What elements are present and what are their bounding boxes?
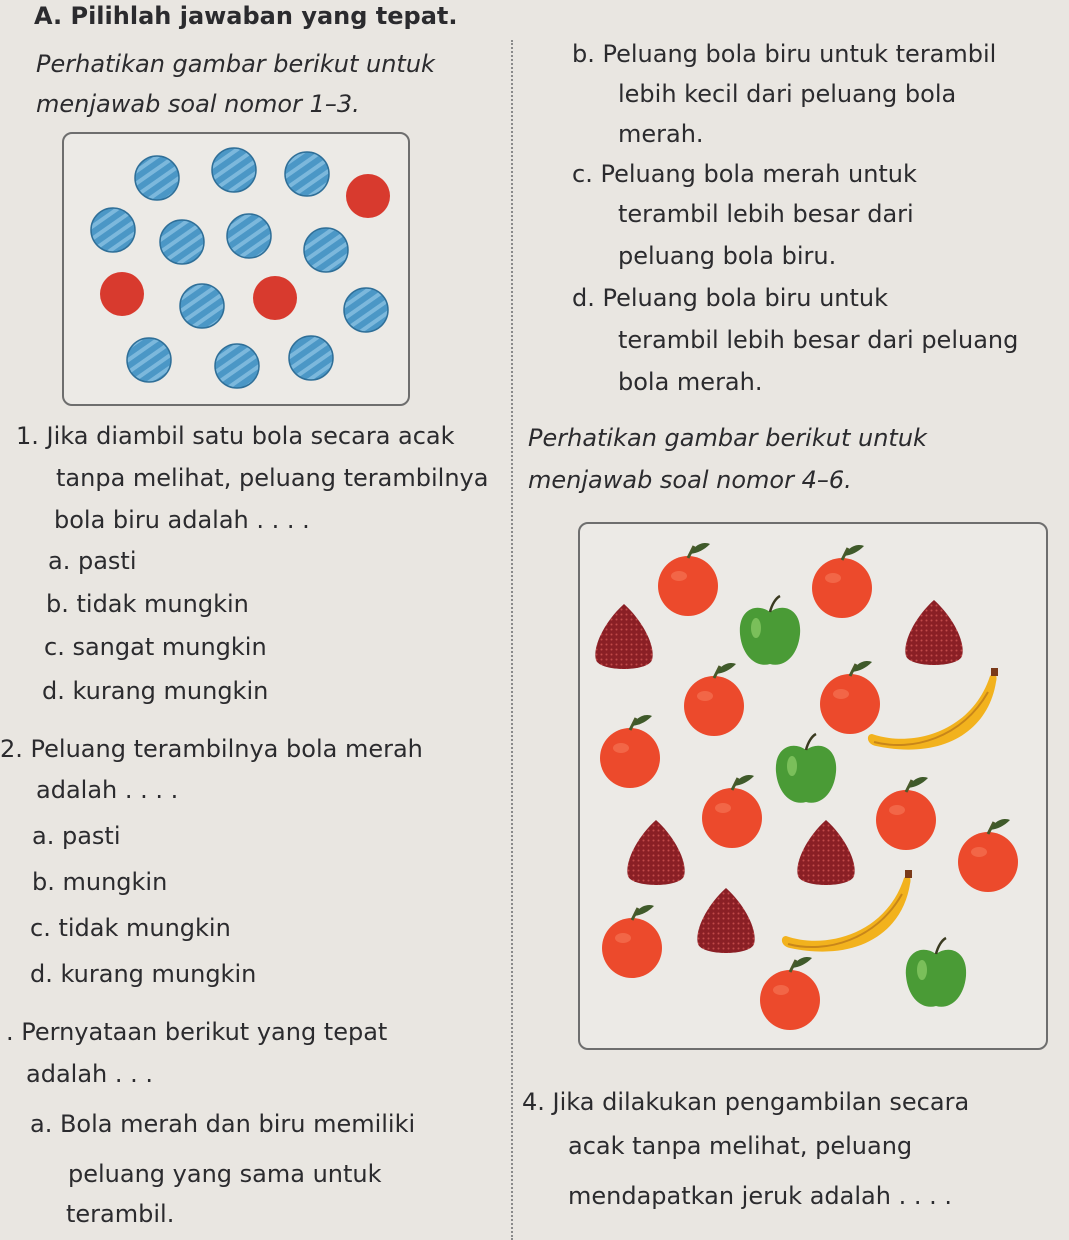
fruits-illustration	[578, 522, 1048, 1050]
q2-option-d[interactable]: d. kurang mungkin	[30, 960, 257, 988]
q1-line3: bola biru adalah . . . .	[54, 506, 310, 534]
blue-ball-6	[227, 214, 271, 258]
orange-8	[958, 819, 1018, 892]
blue-ball-8	[180, 284, 224, 328]
blue-ball-12	[289, 336, 333, 380]
strawberry-2	[905, 600, 962, 665]
orange-4	[820, 661, 880, 734]
intro1-line1: Perhatikan gambar berikut untuk	[36, 50, 435, 78]
q4-line3: mendapatkan jeruk adalah . . . .	[568, 1182, 952, 1210]
column-divider	[511, 40, 513, 1240]
orange-2	[812, 545, 872, 618]
q3-option-b-line1[interactable]: b. Peluang bola biru untuk terambil	[572, 40, 997, 68]
q3-option-c-line1[interactable]: c. Peluang bola merah untuk	[572, 160, 917, 188]
intro2-line2: menjawab soal nomor 4–6.	[528, 466, 852, 494]
q1-line2: tanpa melihat, peluang terambilnya	[56, 464, 489, 492]
strawberry-4	[797, 820, 854, 885]
q2-line2: adalah . . . .	[36, 776, 179, 804]
orange-1	[658, 543, 718, 616]
q1-option-d[interactable]: d. kurang mungkin	[42, 677, 269, 705]
q2-option-c[interactable]: c. tidak mungkin	[30, 914, 231, 942]
banana-2	[782, 870, 912, 952]
blue-ball-3	[285, 152, 329, 196]
fruits-svg	[580, 524, 1046, 1048]
q1-option-b[interactable]: b. tidak mungkin	[46, 590, 249, 618]
q3-option-c-line3: peluang bola biru.	[618, 242, 837, 270]
balls-svg	[64, 134, 408, 404]
q4-line1: 4. Jika dilakukan pengambilan secara	[522, 1088, 970, 1116]
q2-option-a[interactable]: a. pasti	[32, 822, 121, 850]
q3-option-a-line1[interactable]: a. Bola merah dan biru memiliki	[30, 1110, 416, 1138]
apple-1	[740, 596, 800, 665]
intro1-line2: menjawab soal nomor 1–3.	[36, 90, 360, 118]
blue-ball-4	[91, 208, 135, 252]
q2-line1: 2. Peluang terambilnya bola merah	[0, 735, 423, 763]
strawberry-3	[627, 820, 684, 885]
orange-7	[876, 777, 936, 850]
q2-option-b[interactable]: b. mungkin	[32, 868, 168, 896]
strawberry-1	[595, 604, 652, 669]
intro2-line1: Perhatikan gambar berikut untuk	[528, 424, 927, 452]
apple-2	[776, 734, 836, 803]
blue-ball-10	[127, 338, 171, 382]
q3-line1: . Pernyataan berikut yang tepat	[6, 1018, 388, 1046]
orange-6	[702, 775, 762, 848]
apple-3	[906, 938, 966, 1007]
q3-option-b-line3: merah.	[618, 120, 704, 148]
blue-ball-2	[212, 148, 256, 192]
q3-option-b-line2: lebih kecil dari peluang bola	[618, 80, 957, 108]
banana-1	[868, 668, 998, 750]
q3-option-d-line2: terambil lebih besar dari peluang	[618, 326, 1019, 354]
orange-9	[602, 905, 662, 978]
q3-option-c-line2: terambil lebih besar dari	[618, 200, 914, 228]
blue-ball-9	[344, 288, 388, 332]
strawberry-5	[697, 888, 754, 953]
q3-option-d-line1[interactable]: d. Peluang bola biru untuk	[572, 284, 889, 312]
blue-ball-5	[160, 220, 204, 264]
red-ball-3	[253, 276, 297, 320]
balls-illustration	[62, 132, 410, 406]
blue-ball-1	[135, 156, 179, 200]
q3-line2: adalah . . .	[26, 1060, 154, 1088]
orange-5	[600, 715, 660, 788]
red-ball-2	[100, 272, 144, 316]
q1-option-a[interactable]: a. pasti	[48, 547, 137, 575]
blue-ball-11	[215, 344, 259, 388]
q1-option-c[interactable]: c. sangat mungkin	[44, 633, 267, 661]
q3-option-d-line3: bola merah.	[618, 368, 763, 396]
q4-line2: acak tanpa melihat, peluang	[568, 1132, 913, 1160]
orange-10	[760, 957, 820, 1030]
orange-3	[684, 663, 744, 736]
q1-line1: 1. Jika diambil satu bola secara acak	[16, 422, 455, 450]
section-title: A. Pilihlah jawaban yang tepat.	[34, 2, 458, 30]
red-ball-1	[346, 174, 390, 218]
q3-option-a-line3: terambil.	[66, 1200, 175, 1228]
blue-ball-7	[304, 228, 348, 272]
q3-option-a-line2: peluang yang sama untuk	[68, 1160, 382, 1188]
